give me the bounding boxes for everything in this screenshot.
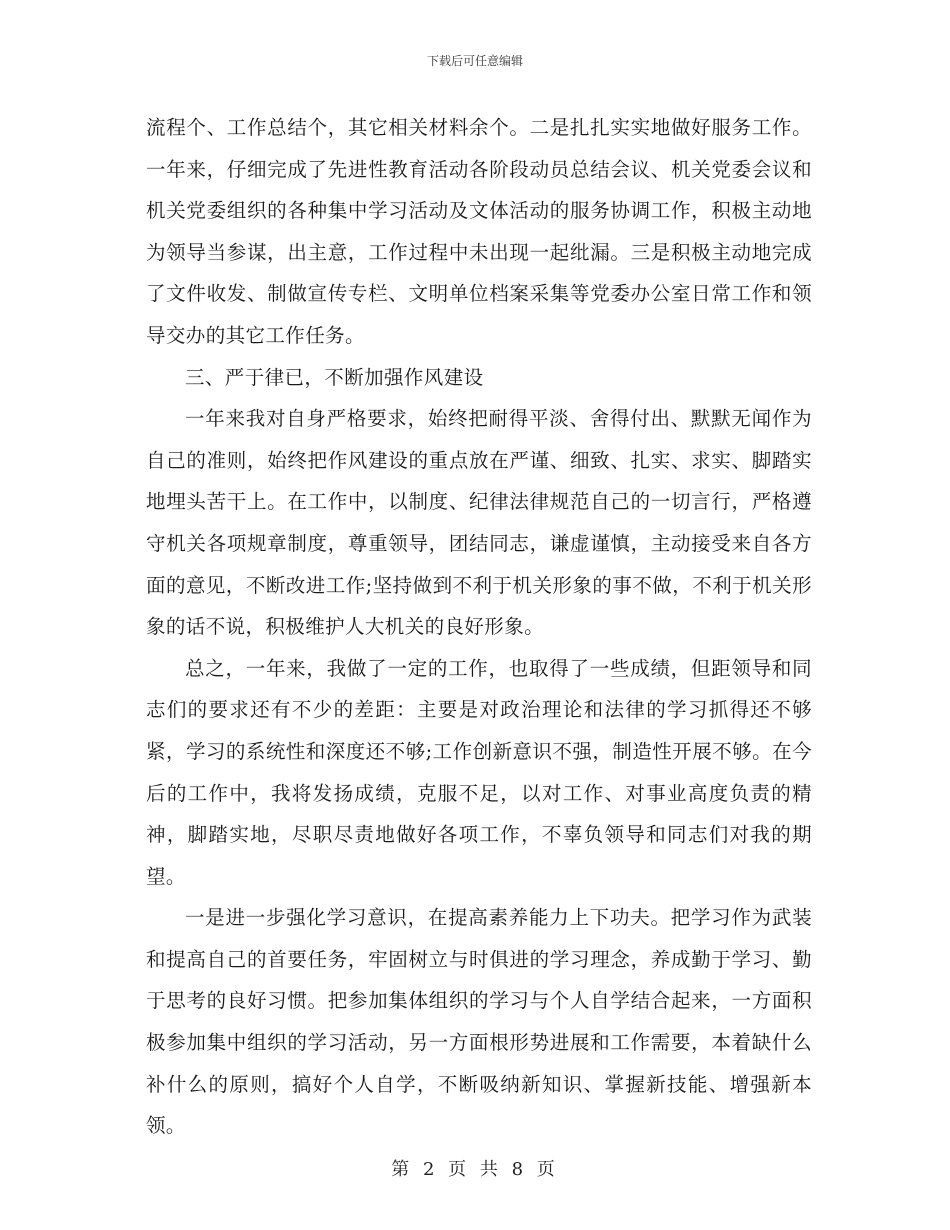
document-body — [146, 107, 812, 1147]
paragraph-summary: 总之，一年来，我做了一定的工作，也取得了一些成绩，但距领导和同志们的要求还有不少的差距：主要是对政治理论和法律的学习抓得还不够紧，学习的系统性和深度还不够;工作创新意识不强，制造性开展不够。在今后的工作中，我将发扬成绩，克服不足，以对工作、对事业高度负责的精神，脚踏实地，尽职尽责地做好各项工作，不辜负领导和同志们对我的期望。 — [146, 656, 812, 888]
paragraph-continuation: 流程个、工作总结个，其它相关材料余个。二是扎扎实实地做好服务工作。一年来，仔细完成了先进性教育活动各阶段动员总结会议、机关党委会议和机关党委组织的各种集中学习活动及文体活动的服务协调工作，积极主动地为领导当参谋，出主意，工作过程中未出现一起纰漏。三是积极主动地完成了文件收发、制做宣传专栏、文明单位档案采集等党委办公室日常工作和领导交办的其它工作任务。 — [146, 116, 812, 347]
page-number-footer: 第 2 页 共 8 页 — [391, 1159, 559, 1180]
paragraph-discipline: 一年来我对自身严格要求，始终把耐得平淡、舍得付出、默默无闻作为自己的准则，始终把作风建设的重点放在严谨、细致、扎实、求实、脚踏实地埋头苦干上。在工作中，以制度、纪律法律规范自己的一切言行，严格遵守机关各项规章制度，尊重领导，团结同志，谦虚谨慎，主动接受来自各方面的意见，不断改进工作;坚持做到不利于机关形象的事不做，不利于机关形象的话不说，积极维护人大机关的良好形象。 — [146, 407, 812, 639]
page-header: 下载后可任意编辑 — [426, 54, 523, 68]
section-heading: 三、严于律已，不断加强作风建设 — [185, 365, 484, 389]
paragraph-learning: 一是进一步强化学习意识，在提高素养能力上下功夫。把学习作为武装和提高自己的首要任务，牢固树立与时俱进的学习理念，养成勤于学习、勤于思考的良好习惯。把参加集体组织的学习与个人自学结合起来，一方面积极参加集中组织的学习活动，另一方面根形势进展和工作需要，本着缺什么补什么的原则，搞好个人自学，不断吸纳新知识、掌握新技能、增强新本领。 — [146, 906, 812, 1138]
